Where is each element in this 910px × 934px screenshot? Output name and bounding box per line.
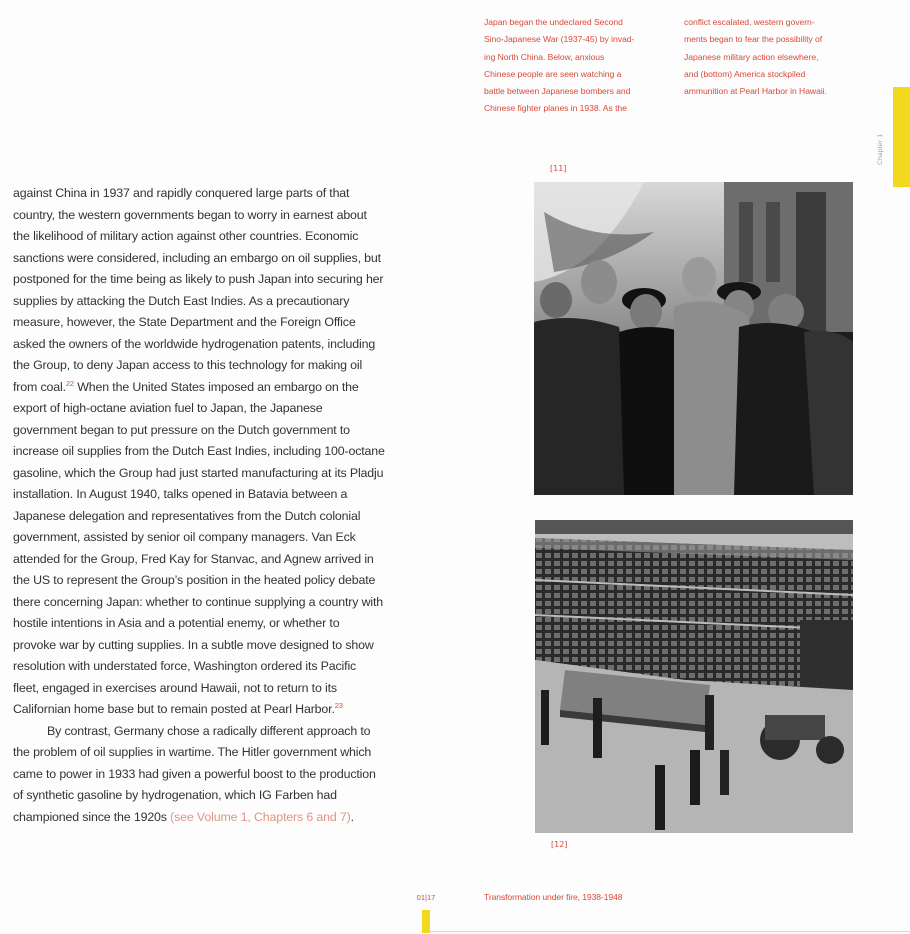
photo-onlookers-graphic xyxy=(534,182,853,495)
body-paragraph-1-text-a: against China in 1937 and rapidly conquered large parts of that country, the western governments began to worry in earnest about the likelihood of military action against other countries. Economic sanctions were considered, including an embargo on oil supplies, but postponed for the time being as likely to push Japan into securing her supplies by attacking the Dutch East Indies. As a precautionary measure, however, the State Department and the Foreign Office asked the owners of the worldwide hydrogenation patents, including the Group, to deny Japan access to this technology for making oil from coal. xyxy=(13,186,384,394)
figure-label-11: [11] xyxy=(550,164,567,173)
bottom-rule xyxy=(430,931,910,932)
body-paragraph-2 xyxy=(13,721,385,829)
photo-ammunition-stockpile xyxy=(535,520,853,833)
running-title: Transformation under fire, 1938-1948 xyxy=(484,892,623,902)
body-paragraph-2-end: . xyxy=(350,809,354,824)
body-paragraph-1 xyxy=(13,183,385,721)
body-paragraph-1-text-b: When the United States imposed an embargo on the export of high-octane aviation fuel to Japan, the Japanese government began to put pressure on the Dutch government to increase oil supplies from the Dutch East Indies, including 100-octane gasoline, which the Group had just started manufacturing at its Pladju installation. In August 1940, talks opened in Batavia between a Japanese delegation and representatives from the Dutch colonial government, assisted by senior oil company managers. Van Eck attended for the Group, Fred Kay for Stanvac, and Agnew arrived in the US to represent the Group’s position in the heated policy debate there concerning Japan: whether to continue supplying a country with hostile intentions in Asia and a potential enemy, or whether to provoke war by cutting supplies. In a subtle move designed to show resolution with understated force, Washington ordered its Pacific fleet, engaged in exercises around Hawaii, not to return to its Californian home base but to remain posted at Pearl Harbor. xyxy=(13,379,385,716)
footnote-ref-22[interactable]: 22 xyxy=(65,378,74,388)
photo-stockpile-graphic xyxy=(535,520,853,833)
footnote-ref-23[interactable]: 23 xyxy=(334,700,343,710)
photo-caption-right: conflict escalated, western govern- ments began to fear the possibility of Japanese military action elsewhere, and (bottom) America stockpiled ammunition at Pearl Harbor in Hawaii. xyxy=(684,17,827,97)
volume-cross-reference[interactable]: (see Volume 1, Chapters 6 and 7) xyxy=(170,809,351,824)
chapter-tab-label: Chapter 1 xyxy=(877,133,884,165)
figure-label-12: [12] xyxy=(551,840,568,849)
page-number-marker xyxy=(422,910,430,933)
chapter-tab xyxy=(893,87,910,187)
body-text xyxy=(13,183,385,828)
page-number: 01|17 xyxy=(416,893,436,902)
photo-chinese-onlookers xyxy=(534,182,853,495)
photo-caption-left: Japan began the undeclared Second Sino-Japanese War (1937-45) by invad- ing North China. Below, anxious Chinese people are seen watching a battle between Japanese bombers and Chinese fighter planes in 1938. As the xyxy=(484,17,635,114)
body-paragraph-2-text: By contrast, Germany chose a radically different approach to the problem of oil supplies in wartime. The Hitler government which came to power in 1933 had given a powerful boost to the production of synthetic gasoline by hydrogenation, which IG Farben had championed since the 1920s xyxy=(13,723,376,824)
